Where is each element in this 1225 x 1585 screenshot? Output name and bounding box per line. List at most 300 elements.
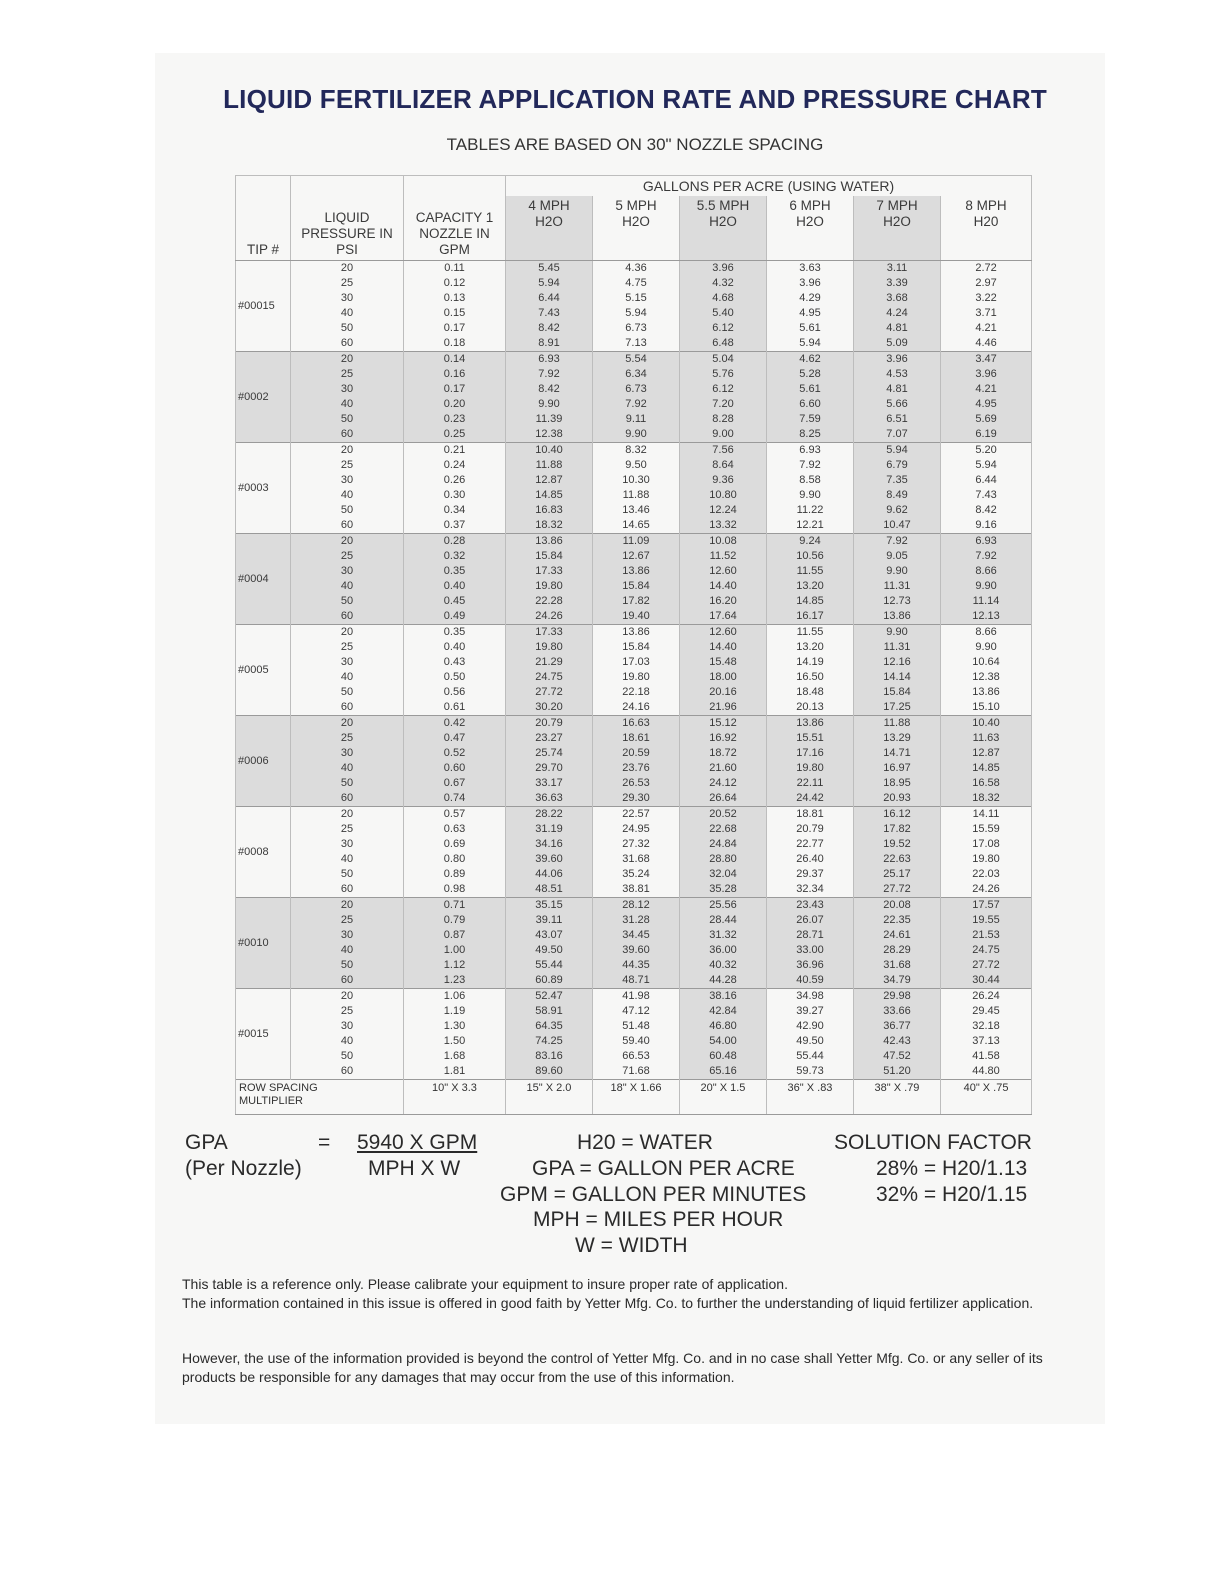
rate-cell: 35.28 bbox=[680, 882, 767, 898]
rate-cell: 11.55 bbox=[767, 564, 854, 579]
rate-cell: 4.46 bbox=[941, 336, 1032, 352]
rate-cell: 22.63 bbox=[854, 852, 941, 867]
rate-cell: 9.90 bbox=[854, 564, 941, 579]
rate-cell: 10.40 bbox=[941, 716, 1032, 732]
pressure-cell: 40 bbox=[291, 670, 404, 685]
table-row bbox=[236, 1004, 1032, 1019]
disclaimer-reference: This table is a reference only. Please calibrate your equipment to insure proper rate of application. bbox=[182, 1276, 788, 1292]
rate-cell: 12.16 bbox=[854, 655, 941, 670]
rate-cell: 22.11 bbox=[767, 776, 854, 791]
rate-cell: 36.77 bbox=[854, 1019, 941, 1034]
row-spacing-value: 40" X .75 bbox=[941, 1080, 1032, 1115]
table-row bbox=[236, 791, 1032, 807]
rate-cell: 39.11 bbox=[506, 913, 593, 928]
capacity-cell: 1.81 bbox=[404, 1064, 506, 1080]
rate-cell: 19.55 bbox=[941, 913, 1032, 928]
rate-cell: 17.03 bbox=[593, 655, 680, 670]
rate-cell: 14.85 bbox=[506, 488, 593, 503]
table-row bbox=[236, 382, 1032, 397]
rate-cell: 17.08 bbox=[941, 837, 1032, 852]
rate-cell: 16.20 bbox=[680, 594, 767, 609]
table-row bbox=[236, 594, 1032, 609]
rate-cell: 7.43 bbox=[506, 306, 593, 321]
rate-cell: 13.20 bbox=[767, 579, 854, 594]
pressure-cell: 30 bbox=[291, 928, 404, 943]
pressure-cell: 60 bbox=[291, 882, 404, 898]
rate-cell: 23.76 bbox=[593, 761, 680, 776]
rate-cell: 25.56 bbox=[680, 898, 767, 914]
capacity-cell: 0.20 bbox=[404, 397, 506, 412]
rate-cell: 9.05 bbox=[854, 549, 941, 564]
table-row bbox=[236, 640, 1032, 655]
tip-number: #0005 bbox=[236, 625, 291, 716]
rate-cell: 13.86 bbox=[767, 716, 854, 732]
rate-cell: 18.72 bbox=[680, 746, 767, 761]
row-spacing-label bbox=[236, 1080, 404, 1115]
speed-header bbox=[506, 196, 593, 261]
tip-number: #0002 bbox=[236, 352, 291, 443]
pressure-header-line: LIQUID bbox=[324, 210, 370, 225]
rate-cell: 22.03 bbox=[941, 867, 1032, 882]
rate-cell: 6.12 bbox=[680, 382, 767, 397]
rate-cell: 37.13 bbox=[941, 1034, 1032, 1049]
formula-equals: = bbox=[318, 1131, 331, 1154]
rate-cell: 11.22 bbox=[767, 503, 854, 518]
speed-header-mph: 5.5 MPH bbox=[696, 198, 750, 213]
row-spacing-value: 38" X .79 bbox=[854, 1080, 941, 1115]
rate-cell: 3.96 bbox=[680, 261, 767, 277]
rate-cell: 42.43 bbox=[854, 1034, 941, 1049]
capacity-cell: 0.47 bbox=[404, 731, 506, 746]
rate-cell: 16.97 bbox=[854, 761, 941, 776]
rate-cell: 34.79 bbox=[854, 973, 941, 989]
capacity-cell: 1.50 bbox=[404, 1034, 506, 1049]
rate-cell: 34.16 bbox=[506, 837, 593, 852]
table-row bbox=[236, 685, 1032, 700]
capacity-cell: 0.16 bbox=[404, 367, 506, 382]
rate-cell: 16.12 bbox=[854, 807, 941, 823]
rate-cell: 74.25 bbox=[506, 1034, 593, 1049]
rate-cell: 41.98 bbox=[593, 989, 680, 1005]
rate-cell: 17.25 bbox=[854, 700, 941, 716]
rate-cell: 3.96 bbox=[854, 352, 941, 368]
rate-cell: 8.28 bbox=[680, 412, 767, 427]
pressure-cell: 25 bbox=[291, 367, 404, 382]
rate-cell: 12.87 bbox=[941, 746, 1032, 761]
formula-gpa: GPA bbox=[185, 1131, 228, 1154]
rate-cell: 3.96 bbox=[941, 367, 1032, 382]
definition-gpa: GPA = GALLON PER ACRE bbox=[532, 1157, 795, 1180]
table-row bbox=[236, 564, 1032, 579]
speed-header-unit: H2O bbox=[622, 214, 650, 229]
rate-cell: 35.24 bbox=[593, 867, 680, 882]
rate-cell: 9.90 bbox=[941, 579, 1032, 594]
rate-cell: 12.21 bbox=[767, 518, 854, 534]
rate-cell: 15.10 bbox=[941, 700, 1032, 716]
rate-cell: 44.06 bbox=[506, 867, 593, 882]
rate-cell: 4.21 bbox=[941, 382, 1032, 397]
rate-cell: 6.12 bbox=[680, 321, 767, 336]
rate-cell: 25.74 bbox=[506, 746, 593, 761]
capacity-cell: 0.40 bbox=[404, 579, 506, 594]
table-row bbox=[236, 412, 1032, 427]
rate-cell: 4.36 bbox=[593, 261, 680, 277]
rate-cell: 29.70 bbox=[506, 761, 593, 776]
pressure-cell: 25 bbox=[291, 822, 404, 837]
rate-cell: 32.34 bbox=[767, 882, 854, 898]
rate-cell: 17.33 bbox=[506, 564, 593, 579]
rate-cell: 20.59 bbox=[593, 746, 680, 761]
row-spacing-value: 15" X 2.0 bbox=[506, 1080, 593, 1115]
pressure-cell: 40 bbox=[291, 397, 404, 412]
capacity-cell: 0.24 bbox=[404, 458, 506, 473]
capacity-cell: 0.74 bbox=[404, 791, 506, 807]
speed-header bbox=[854, 196, 941, 261]
rate-cell: 20.93 bbox=[854, 791, 941, 807]
rate-cell: 4.24 bbox=[854, 306, 941, 321]
capacity-cell: 0.87 bbox=[404, 928, 506, 943]
rate-cell: 55.44 bbox=[506, 958, 593, 973]
rate-cell: 29.98 bbox=[854, 989, 941, 1005]
rate-cell: 28.80 bbox=[680, 852, 767, 867]
tip-number: #0008 bbox=[236, 807, 291, 898]
table-row bbox=[236, 367, 1032, 382]
definition-gpm: GPM = GALLON PER MINUTES bbox=[500, 1183, 807, 1206]
table-row bbox=[236, 761, 1032, 776]
rate-cell: 42.84 bbox=[680, 1004, 767, 1019]
rate-cell: 19.80 bbox=[941, 852, 1032, 867]
rate-cell: 7.92 bbox=[593, 397, 680, 412]
rate-cell: 20.52 bbox=[680, 807, 767, 823]
rate-cell: 14.71 bbox=[854, 746, 941, 761]
rate-cell: 24.61 bbox=[854, 928, 941, 943]
rate-cell: 7.92 bbox=[506, 367, 593, 382]
rate-cell: 11.31 bbox=[854, 579, 941, 594]
pressure-cell: 30 bbox=[291, 473, 404, 488]
capacity-cell: 1.12 bbox=[404, 958, 506, 973]
speed-header bbox=[767, 196, 854, 261]
capacity-cell: 0.26 bbox=[404, 473, 506, 488]
table-row bbox=[236, 731, 1032, 746]
rate-cell: 26.64 bbox=[680, 791, 767, 807]
rate-cell: 58.91 bbox=[506, 1004, 593, 1019]
rate-cell: 60.48 bbox=[680, 1049, 767, 1064]
table-row bbox=[236, 625, 1032, 641]
speed-header bbox=[941, 196, 1032, 261]
pressure-cell: 30 bbox=[291, 382, 404, 397]
rate-cell: 10.80 bbox=[680, 488, 767, 503]
rate-cell: 14.40 bbox=[680, 579, 767, 594]
rate-cell: 13.46 bbox=[593, 503, 680, 518]
rate-cell: 11.88 bbox=[593, 488, 680, 503]
table-row bbox=[236, 549, 1032, 564]
pressure-cell: 20 bbox=[291, 807, 404, 823]
rate-cell: 3.68 bbox=[854, 291, 941, 306]
rate-cell: 26.07 bbox=[767, 913, 854, 928]
pressure-cell: 20 bbox=[291, 534, 404, 550]
rate-cell: 20.08 bbox=[854, 898, 941, 914]
solution-factor-item: 32% = H20/1.15 bbox=[876, 1183, 1028, 1206]
pressure-cell: 60 bbox=[291, 427, 404, 443]
rate-cell: 8.58 bbox=[767, 473, 854, 488]
table-row bbox=[236, 670, 1032, 685]
rate-cell: 13.86 bbox=[941, 685, 1032, 700]
rate-cell: 33.17 bbox=[506, 776, 593, 791]
pressure-cell: 60 bbox=[291, 973, 404, 989]
tip-number: #0015 bbox=[236, 989, 291, 1080]
rate-cell: 16.63 bbox=[593, 716, 680, 732]
rate-cell: 8.66 bbox=[941, 564, 1032, 579]
tip-number: #0004 bbox=[236, 534, 291, 625]
rate-cell: 9.24 bbox=[767, 534, 854, 550]
rate-cell: 8.42 bbox=[941, 503, 1032, 518]
rate-cell: 12.38 bbox=[941, 670, 1032, 685]
capacity-cell: 0.15 bbox=[404, 306, 506, 321]
rate-cell: 12.13 bbox=[941, 609, 1032, 625]
rate-cell: 4.81 bbox=[854, 382, 941, 397]
rate-cell: 54.00 bbox=[680, 1034, 767, 1049]
capacity-cell: 0.23 bbox=[404, 412, 506, 427]
rate-cell: 16.58 bbox=[941, 776, 1032, 791]
rate-cell: 5.40 bbox=[680, 306, 767, 321]
capacity-header-line: CAPACITY 1 bbox=[415, 210, 494, 225]
rate-cell: 22.35 bbox=[854, 913, 941, 928]
rate-cell: 14.19 bbox=[767, 655, 854, 670]
rate-cell: 9.50 bbox=[593, 458, 680, 473]
row-spacing-multiplier-row bbox=[236, 1080, 1032, 1115]
rate-cell: 13.20 bbox=[767, 640, 854, 655]
rate-cell: 17.82 bbox=[854, 822, 941, 837]
rate-cell: 11.55 bbox=[767, 625, 854, 641]
rate-cell: 4.62 bbox=[767, 352, 854, 368]
rate-cell: 7.20 bbox=[680, 397, 767, 412]
rate-cell: 8.42 bbox=[506, 321, 593, 336]
rate-cell: 7.07 bbox=[854, 427, 941, 443]
rate-cell: 11.88 bbox=[506, 458, 593, 473]
rate-cell: 5.94 bbox=[506, 276, 593, 291]
rate-cell: 9.90 bbox=[767, 488, 854, 503]
rate-cell: 4.95 bbox=[941, 397, 1032, 412]
rate-cell: 18.95 bbox=[854, 776, 941, 791]
tip-number: #0003 bbox=[236, 443, 291, 534]
rate-cell: 18.32 bbox=[941, 791, 1032, 807]
table-row bbox=[236, 898, 1032, 914]
rate-cell: 41.58 bbox=[941, 1049, 1032, 1064]
rate-cell: 12.67 bbox=[593, 549, 680, 564]
capacity-cell: 0.69 bbox=[404, 837, 506, 852]
rate-cell: 17.16 bbox=[767, 746, 854, 761]
rate-cell: 44.80 bbox=[941, 1064, 1032, 1080]
capacity-cell: 0.67 bbox=[404, 776, 506, 791]
table-row bbox=[236, 1034, 1032, 1049]
rate-cell: 27.72 bbox=[506, 685, 593, 700]
rate-cell: 44.35 bbox=[593, 958, 680, 973]
rate-cell: 5.28 bbox=[767, 367, 854, 382]
table-row bbox=[236, 776, 1032, 791]
rate-cell: 15.84 bbox=[593, 640, 680, 655]
tip-header: TIP # bbox=[236, 196, 291, 261]
rate-cell: 5.61 bbox=[767, 321, 854, 336]
rate-cell: 25.17 bbox=[854, 867, 941, 882]
rate-cell: 7.59 bbox=[767, 412, 854, 427]
rate-cell: 15.84 bbox=[854, 685, 941, 700]
rate-cell: 22.28 bbox=[506, 594, 593, 609]
rate-cell: 16.92 bbox=[680, 731, 767, 746]
solution-factor-item: 28% = H20/1.13 bbox=[876, 1157, 1028, 1180]
pressure-cell: 50 bbox=[291, 776, 404, 791]
rate-cell: 48.71 bbox=[593, 973, 680, 989]
rate-cell: 4.29 bbox=[767, 291, 854, 306]
pressure-cell: 20 bbox=[291, 443, 404, 459]
pressure-cell: 50 bbox=[291, 594, 404, 609]
pressure-cell: 40 bbox=[291, 488, 404, 503]
table-row bbox=[236, 1064, 1032, 1080]
rate-cell: 17.57 bbox=[941, 898, 1032, 914]
table-row bbox=[236, 852, 1032, 867]
rate-cell: 10.56 bbox=[767, 549, 854, 564]
rate-cell: 6.60 bbox=[767, 397, 854, 412]
page-subtitle: TABLES ARE BASED ON 30" NOZZLE SPACING bbox=[446, 135, 824, 154]
rate-cell: 8.25 bbox=[767, 427, 854, 443]
rate-cell: 29.37 bbox=[767, 867, 854, 882]
pressure-cell: 25 bbox=[291, 276, 404, 291]
rate-cell: 89.60 bbox=[506, 1064, 593, 1080]
rate-cell: 5.94 bbox=[854, 443, 941, 459]
speed-header-mph: 8 MPH bbox=[965, 198, 1007, 213]
rate-cell: 28.12 bbox=[593, 898, 680, 914]
rate-cell: 20.79 bbox=[767, 822, 854, 837]
rate-table-body bbox=[236, 261, 1032, 1080]
rate-cell: 51.20 bbox=[854, 1064, 941, 1080]
rate-cell: 24.75 bbox=[506, 670, 593, 685]
pressure-cell: 40 bbox=[291, 852, 404, 867]
rate-cell: 2.97 bbox=[941, 276, 1032, 291]
disclaimer-liability: However, the use of the information provided is beyond the control of Yetter Mfg. Co. and in no case shall Yetter Mfg. Co. or any seller of its products be responsible for any damages that may occur from the use of this information. bbox=[182, 1350, 1043, 1385]
capacity-cell: 0.35 bbox=[404, 564, 506, 579]
rate-cell: 5.20 bbox=[941, 443, 1032, 459]
capacity-cell: 0.50 bbox=[404, 670, 506, 685]
pressure-cell: 50 bbox=[291, 412, 404, 427]
tip-number: #0010 bbox=[236, 898, 291, 989]
rate-cell: 34.45 bbox=[593, 928, 680, 943]
rate-cell: 66.53 bbox=[593, 1049, 680, 1064]
rate-cell: 5.69 bbox=[941, 412, 1032, 427]
pressure-cell: 40 bbox=[291, 306, 404, 321]
pressure-cell: 60 bbox=[291, 609, 404, 625]
table-row bbox=[236, 306, 1032, 321]
table-row bbox=[236, 700, 1032, 716]
rate-cell: 22.68 bbox=[680, 822, 767, 837]
rate-cell: 9.90 bbox=[593, 427, 680, 443]
rate-cell: 5.04 bbox=[680, 352, 767, 368]
rate-cell: 39.60 bbox=[593, 943, 680, 958]
rate-cell: 16.17 bbox=[767, 609, 854, 625]
capacity-cell: 0.21 bbox=[404, 443, 506, 459]
rate-cell: 15.84 bbox=[593, 579, 680, 594]
rate-cell: 46.80 bbox=[680, 1019, 767, 1034]
rate-cell: 7.92 bbox=[854, 534, 941, 550]
table-row bbox=[236, 716, 1032, 732]
rate-cell: 39.60 bbox=[506, 852, 593, 867]
gallons-per-acre-header: GALLONS PER ACRE (USING WATER) bbox=[506, 176, 1032, 197]
rate-cell: 9.62 bbox=[854, 503, 941, 518]
capacity-cell: 1.30 bbox=[404, 1019, 506, 1034]
capacity-cell: 0.71 bbox=[404, 898, 506, 914]
rate-cell: 2.72 bbox=[941, 261, 1032, 277]
table-row bbox=[236, 958, 1032, 973]
application-rate-table bbox=[235, 175, 1032, 1115]
table-row bbox=[236, 807, 1032, 823]
disclaimer-good-faith: The information contained in this issue is offered in good faith by Yetter Mfg. Co. to further the understanding of liquid fertilizer application. bbox=[182, 1295, 1034, 1311]
row-spacing-value: 10" X 3.3 bbox=[404, 1080, 506, 1115]
rate-cell: 44.28 bbox=[680, 973, 767, 989]
rate-cell: 3.11 bbox=[854, 261, 941, 277]
rate-cell: 20.79 bbox=[506, 716, 593, 732]
rate-cell: 52.47 bbox=[506, 989, 593, 1005]
rate-cell: 15.51 bbox=[767, 731, 854, 746]
rate-cell: 21.53 bbox=[941, 928, 1032, 943]
rate-cell: 8.42 bbox=[506, 382, 593, 397]
rate-cell: 6.79 bbox=[854, 458, 941, 473]
capacity-cell: 0.79 bbox=[404, 913, 506, 928]
capacity-cell: 0.52 bbox=[404, 746, 506, 761]
rate-cell: 14.65 bbox=[593, 518, 680, 534]
table-row bbox=[236, 867, 1032, 882]
capacity-cell: 0.17 bbox=[404, 382, 506, 397]
capacity-cell: 0.30 bbox=[404, 488, 506, 503]
rate-cell: 8.91 bbox=[506, 336, 593, 352]
table-row bbox=[236, 321, 1032, 336]
rate-cell: 6.93 bbox=[941, 534, 1032, 550]
rate-cell: 26.40 bbox=[767, 852, 854, 867]
rate-cell: 14.11 bbox=[941, 807, 1032, 823]
rate-cell: 10.30 bbox=[593, 473, 680, 488]
rate-cell: 31.28 bbox=[593, 913, 680, 928]
rate-cell: 40.59 bbox=[767, 973, 854, 989]
rate-cell: 48.51 bbox=[506, 882, 593, 898]
capacity-cell: 0.13 bbox=[404, 291, 506, 306]
rate-cell: 12.38 bbox=[506, 427, 593, 443]
pressure-cell: 40 bbox=[291, 1034, 404, 1049]
formula-numerator: 5940 X GPM bbox=[357, 1131, 478, 1154]
table-row bbox=[236, 427, 1032, 443]
rate-cell: 3.63 bbox=[767, 261, 854, 277]
speed-header bbox=[680, 196, 767, 261]
rate-cell: 13.29 bbox=[854, 731, 941, 746]
capacity-cell: 0.43 bbox=[404, 655, 506, 670]
rate-cell: 71.68 bbox=[593, 1064, 680, 1080]
rate-cell: 4.81 bbox=[854, 321, 941, 336]
rate-cell: 12.73 bbox=[854, 594, 941, 609]
rate-cell: 18.61 bbox=[593, 731, 680, 746]
pressure-cell: 20 bbox=[291, 989, 404, 1005]
table-row bbox=[236, 989, 1032, 1005]
rate-cell: 39.27 bbox=[767, 1004, 854, 1019]
table-row bbox=[236, 822, 1032, 837]
pressure-cell: 40 bbox=[291, 761, 404, 776]
capacity-cell: 0.89 bbox=[404, 867, 506, 882]
rate-cell: 51.48 bbox=[593, 1019, 680, 1034]
row-spacing-label-line: ROW SPACING bbox=[239, 1082, 318, 1094]
capacity-cell: 0.57 bbox=[404, 807, 506, 823]
table-row bbox=[236, 913, 1032, 928]
rate-cell: 22.57 bbox=[593, 807, 680, 823]
table-row bbox=[236, 518, 1032, 534]
rate-cell: 5.66 bbox=[854, 397, 941, 412]
definition-w: W = WIDTH bbox=[575, 1234, 688, 1257]
pressure-cell: 20 bbox=[291, 625, 404, 641]
rate-cell: 29.30 bbox=[593, 791, 680, 807]
